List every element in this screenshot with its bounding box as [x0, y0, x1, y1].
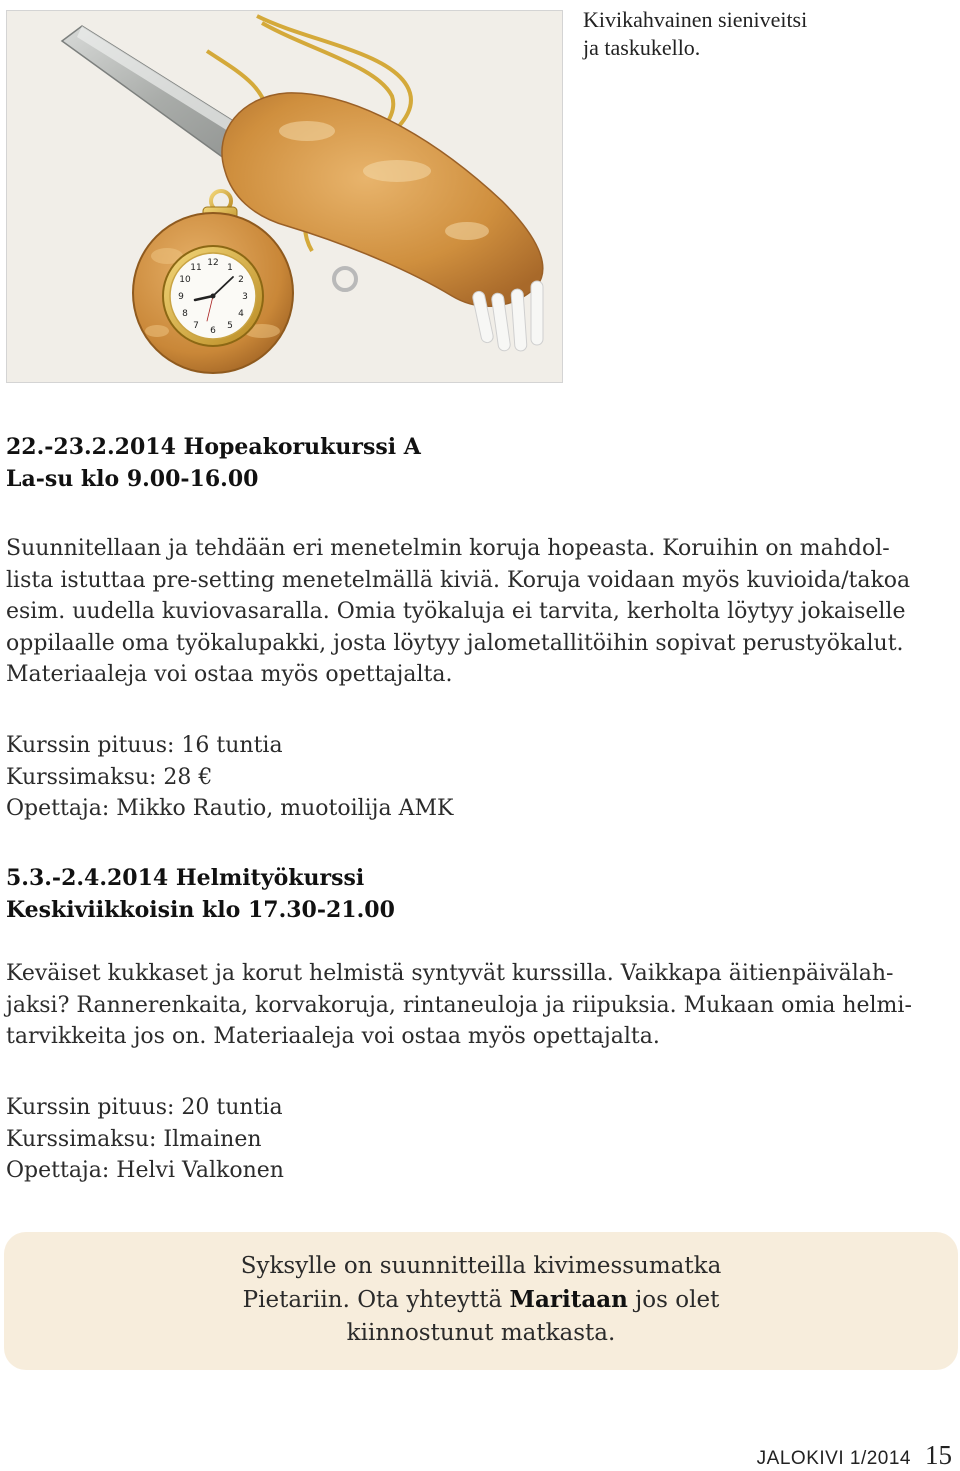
course1-details [6, 730, 453, 825]
course1-fee: Kurssimaksu: 28 € [6, 764, 213, 790]
course2-heading [6, 863, 395, 926]
notice-line-part: jos olet [627, 1287, 720, 1313]
caption-line: Kivikahvainen sieniveitsi [583, 7, 808, 32]
course1-description-line: Materiaaleja voi ostaa myös opettajalta. [6, 662, 453, 687]
course2-details [6, 1092, 284, 1187]
magazine-issue: JALOKIVI 1/2014 [756, 1448, 911, 1469]
course1-heading-line: La-su klo 9.00-16.00 [6, 465, 259, 492]
course1-duration: Kurssin pituus: 16 tuntia [6, 733, 283, 758]
trip-notice-text [4, 1250, 958, 1350]
course1-description-line: esim. uudella kuviovasaralla. Omia työkaluja ei tarvita, kerholta löytyy jokaiselle [6, 599, 906, 624]
clock-numeral: 9 [178, 292, 184, 302]
clock-numeral: 4 [238, 309, 244, 319]
course2-heading-line: Keskiviikkoisin klo 17.30-21.00 [6, 896, 395, 923]
notice-line: kiinnostunut matkasta. [346, 1320, 616, 1346]
knife-and-watch-photo [6, 10, 563, 383]
course1-heading-line: 22.-23.2.2014 Hopeakorukurssi A [6, 434, 421, 460]
photo-caption [583, 6, 943, 62]
course2-description [6, 958, 912, 1053]
course1-description-line: oppilaalle oma työkalupakki, josta löytyy jalometallitöihin sopivat perustyökalut. [6, 630, 904, 656]
clock-numeral: 3 [242, 292, 248, 302]
notice-line-part: Pietariin. Ota yhteyttä [242, 1287, 510, 1313]
course1-description-line: Suunnitellaan ja tehdään eri menetelmin koruja hopeasta. Koruihin on mahdol- [6, 536, 890, 561]
page-number: 15 [925, 1440, 952, 1470]
clock-numeral: 5 [227, 321, 233, 331]
course2-fee: Kurssimaksu: Ilmainen [6, 1126, 262, 1152]
clock-numeral: 7 [193, 321, 199, 331]
course1-description-line: lista istuttaa pre-setting menetelmällä kiviä. Koruja voidaan myös kuvioida/takoa [6, 567, 911, 593]
notice-line [4, 1283, 958, 1317]
clock-numeral: 8 [182, 309, 188, 319]
course2-heading-line: 5.3.-2.4.2014 Helmityökurssi [6, 865, 365, 891]
course2-description-line: Keväiset kukkaset ja korut helmistä syntyvät kurssilla. Vaikkapa äitienpäivälah- [6, 961, 894, 986]
clock-numeral: 2 [238, 275, 244, 285]
course2-teacher: Opettaja: Helvi Valkonen [6, 1158, 284, 1183]
caption-line: ja taskukello. [583, 35, 701, 60]
clock-numeral: 11 [190, 263, 202, 273]
page-footer [757, 1440, 952, 1471]
notice-contact-name: Maritaan [509, 1286, 628, 1313]
course2-description-line: jaksi? Rannerenkaita, korvakoruja, rintaneuloja ja riipuksia. Mukaan omia helmi- [6, 992, 912, 1018]
notice-line: Syksylle on suunnitteilla kivimessumatka [240, 1253, 722, 1279]
clock-numeral: 1 [227, 263, 233, 273]
course1-teacher: Opettaja: Mikko Rautio, muotoilija AMK [6, 796, 454, 821]
trip-notice-box [4, 1232, 958, 1370]
course1-description [6, 533, 910, 691]
course2-duration: Kurssin pituus: 20 tuntia [6, 1095, 283, 1120]
course1-heading [6, 432, 421, 495]
photo-illustration [7, 11, 562, 382]
course2-description-line: tarvikkeita jos on. Materiaaleja voi ostaa myös opettajalta. [6, 1024, 660, 1049]
clock-numeral: 6 [210, 326, 216, 336]
clock-numeral: 10 [179, 275, 191, 285]
clock-numeral: 12 [207, 258, 219, 268]
